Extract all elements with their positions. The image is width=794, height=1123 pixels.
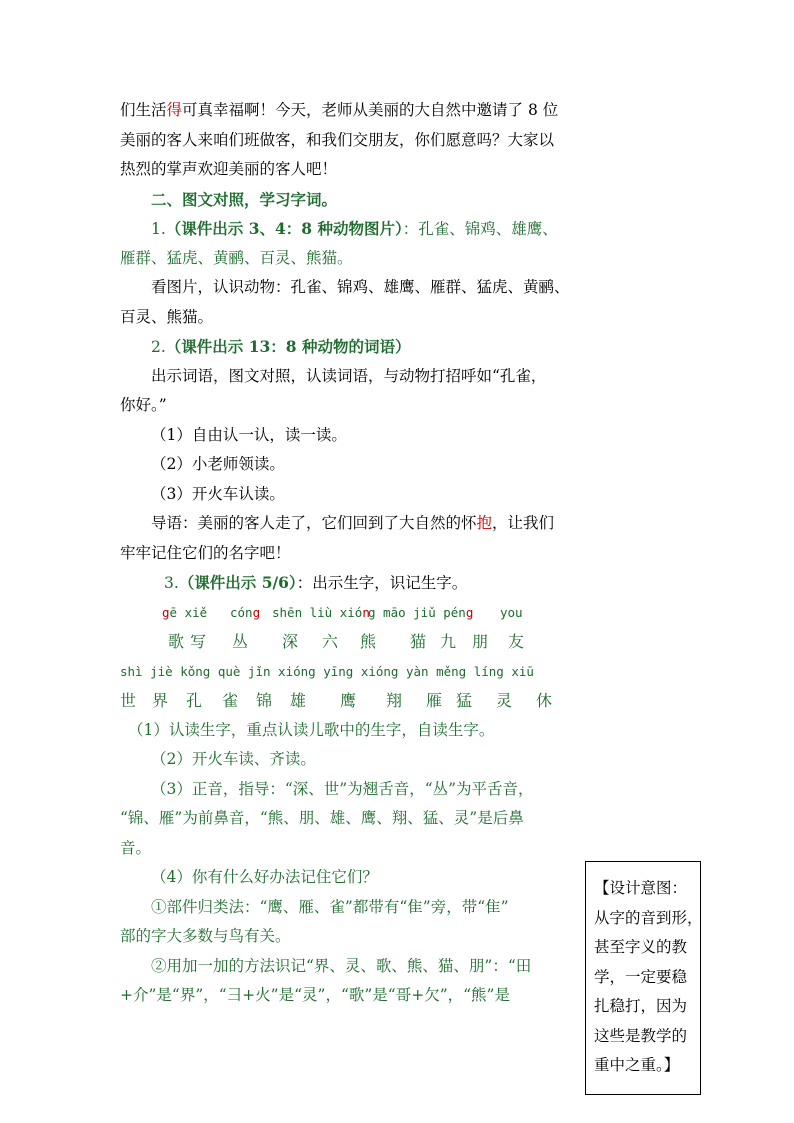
method-line: +介”是“界”，“彐+火”是“灵”，“歌”是“哥+欠”，“熊”是 — [120, 986, 510, 1004]
step-3-item: （3）正音，指导：“深、世”为翘舌音，“丛”为平舌音， — [151, 779, 534, 798]
paragraph-line: 美丽的客人来咱们班做客，和我们交朋友，你们愿意吗？大家以 — [120, 130, 555, 149]
highlighted-char: 抱 — [476, 514, 493, 532]
design-intent-line: 学，一定要稳 — [594, 967, 688, 986]
design-intent-line: 这些是教学的 — [594, 1026, 688, 1045]
paragraph-line: 热烈的掌声欢迎美丽的客人吧！ — [120, 160, 338, 178]
design-intent-line: 扎稳打，因为 — [594, 997, 688, 1015]
design-intent-line: 重中之重。】 — [594, 1056, 680, 1074]
design-intent-line: 【设计意图： — [594, 879, 688, 897]
step-1-line: 雁群、猛虎、黄鹂、百灵、熊猫。 — [120, 248, 353, 267]
method-line: ②用加一加的方法识记“界、灵、歌、熊、猫、朋”：“田 — [151, 956, 532, 975]
step-2-line: 2.（课件出示 13：8 种动物的词语） — [151, 337, 411, 356]
lesson-body — [120, 96, 570, 1011]
step-2-item: （3）开火车认读。 — [151, 484, 285, 503]
pinyin-row-2: shì jiè kǒng què jǐn xióng yīng xióng yàn měng líng xiū — [120, 663, 534, 679]
design-intent-line: 甚至字义的教 — [594, 938, 688, 956]
method-line: ①部件归类法：“鹰、雁、雀”都带有“隹”旁，带“隹” — [151, 897, 509, 916]
step-3-item: “锦、雁”为前鼻音，“熊、朋、雄、鹰、翔、猛、灵”是后鼻 — [120, 809, 524, 827]
step-3-item: （2）开火车读、齐读。 — [151, 750, 316, 768]
step-3-item: （4）你有什么好办法记住它们？ — [151, 868, 378, 886]
step-3-item: 音。 — [120, 838, 152, 857]
step-2-desc: 出示词语，图文对照，认读词语，与动物打招呼如“孔雀， — [151, 366, 547, 385]
pinyin-row-1: gē xiě cóng shēn liù xión g māo jiǔ péng you — [162, 604, 523, 620]
highlighted-char: 得 — [166, 101, 183, 119]
step-3-item: （1）认读生字，重点认读儿歌中的生字，自读生字。 — [128, 720, 495, 739]
step-2-item: （1）自由认一认，读一读。 — [151, 425, 347, 444]
guide-line: 导语：美丽的客人走了，它们回到了大自然的怀抱，让我们 — [151, 514, 555, 532]
paragraph-line: 们生活得可真幸福啊！今天，老师从美丽的大自然中邀请了 8 位 — [120, 101, 559, 119]
hanzi-row-1: 歌 写 丛 深 六 熊 猫 九 朋 友 — [168, 632, 525, 651]
guide-line: 牢牢记住它们的名字吧！ — [120, 543, 291, 562]
design-intent-line: 从字的音到形， — [594, 908, 703, 927]
design-intent-box — [585, 861, 701, 1095]
step-2-desc: 你好。” — [120, 396, 167, 414]
method-line: 部的字大多数与鸟有关。 — [120, 927, 291, 945]
hanzi-row-2: 世 界 孔 雀 锦 雄 鹰 翔 雁 猛 灵 休 — [120, 691, 553, 710]
step-2-item: （2）小老师领读。 — [151, 455, 285, 473]
step-1-desc: 百灵、熊猫。 — [120, 307, 214, 326]
step-3-line: 3.（课件出示 5/6）：出示生字，识记生字。 — [164, 573, 468, 592]
section-heading: 二、图文对照，学习字词。 — [151, 189, 338, 209]
step-1-desc: 看图片，认识动物：孔雀、锦鸡、雄鹰、雁群、猛虎、黄鹂、 — [151, 278, 570, 296]
step-1-line: 1.（课件出示 3、4：8 种动物图片）：孔雀、锦鸡、雄鹰、 — [151, 219, 558, 238]
